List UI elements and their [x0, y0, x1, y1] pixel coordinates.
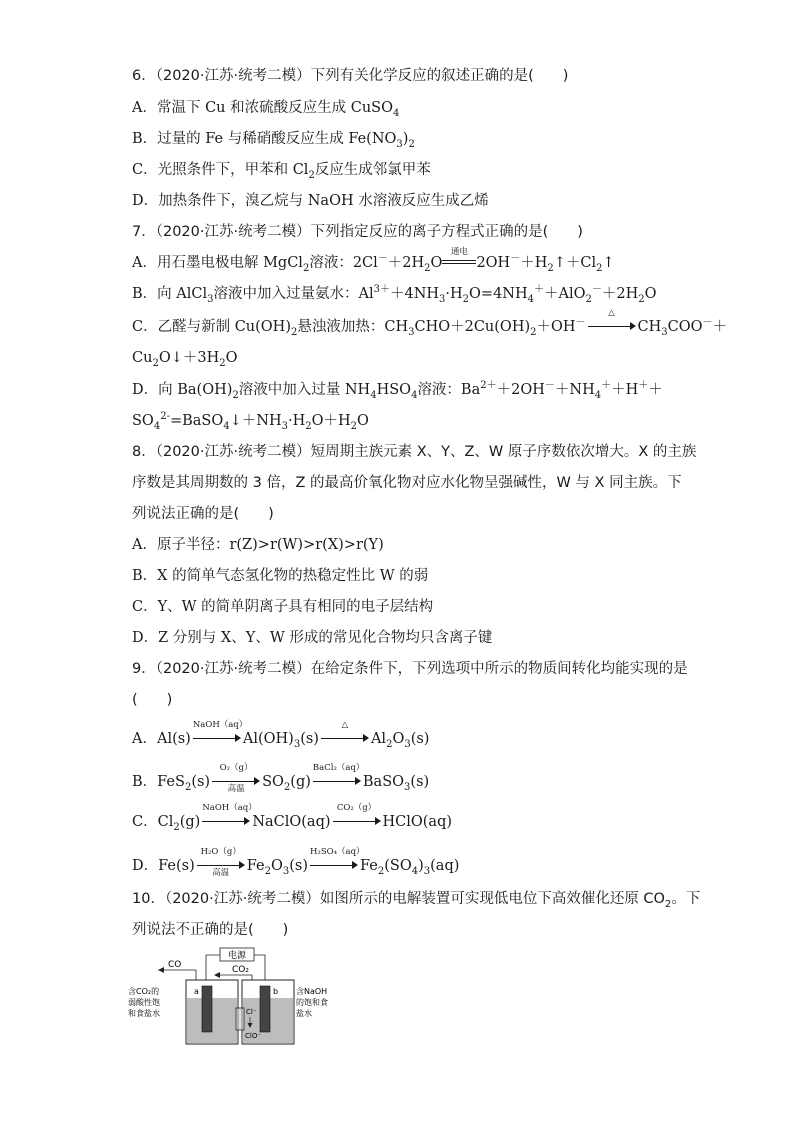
- membrane: [236, 1008, 244, 1030]
- electrode-b: [260, 986, 270, 1032]
- q8-option-d: D．Z 分别与 X、Y、W 形成的常见化合物均只含离子键: [132, 630, 493, 646]
- right-solution-label-2: 的饱和食: [296, 998, 328, 1007]
- q9-option-a: A．Al(s) NaOH（aq） $Al(OH)_3(s)$ △ $Al_2O_3(s)$: [132, 720, 430, 750]
- q8-option-b: B．X 的简单气态氢化物的热稳定性比 W 的弱: [132, 568, 429, 584]
- q8-option-c: C．Y、W 的简单阴离子具有相同的电子层结构: [132, 599, 434, 615]
- q6-option-b: B．过量的 Fe 与稀硝酸反应生成 $Fe(NO_3)_2$: [132, 131, 415, 150]
- q7-option-d-line2: $SO_4^{2-}=BaSO_4↓+NH_3\cdot H_2O+H_2O$: [132, 411, 369, 432]
- q8-stem-line3: 列说法正确的是( ): [132, 506, 274, 522]
- q9-stem-line2: ( ): [132, 692, 173, 708]
- q8-stem-line1: 8．（2020·江苏·统考二模）短周期主族元素 X、Y、Z、W 原子序数依次增大。X 的主族: [132, 444, 697, 460]
- left-solution-label-2: 弱酸性饱: [128, 998, 160, 1007]
- reaction-arrow: CO₂（g）: [333, 812, 381, 828]
- heat-arrow: △: [588, 317, 636, 333]
- reaction-arrow: H₂SO₄（aq）: [310, 856, 358, 872]
- q7-option-b: B．向 AlCl$_3$溶液中加入过量氨水：$Al^{3+}+4NH_3\cdot H_2O=4NH_4^++AlO_2^-+2H_2O$: [132, 284, 657, 305]
- co2-label: CO₂: [232, 965, 249, 975]
- q10-stem-line2: 列说法不正确的是( ): [132, 922, 289, 938]
- cl-ion-label: Cl⁻: [246, 1008, 257, 1016]
- electrolysis-diagram: [128, 946, 348, 1050]
- reaction-arrow: H₂O（g） 高温: [197, 856, 245, 872]
- q10-stem-line1: 10．（2020·江苏·统考二模）如图所示的电解装置可实现低电位下高效催化还原 $CO_2$。下: [132, 891, 701, 910]
- q9-option-b: B．FeS$_2$(s) O₂（g） 高温 $SO_2(g)$ BaCl₂（aq） BaSO$_3$(s): [132, 763, 430, 794]
- right-solution-label-3: 盐水: [296, 1009, 312, 1018]
- q6-option-a: A．常温下 Cu 和浓硫酸反应生成 CuSO$_4$: [132, 100, 400, 119]
- q8-stem-line2: 序数是其周期数的 3 倍，Z 的最高价氧化物对应水化物呈强碱性，W 与 X 同主族。下: [132, 475, 682, 491]
- q9-option-c: C．$Cl_2(g)$ NaOH（aq） NaClO(aq) CO₂（g） HClO(aq): [132, 803, 453, 833]
- q9-stem-line1: 9．（2020·江苏·统考二模）在给定条件下，下列选项中所示的物质间转化均能实现的是: [132, 661, 688, 677]
- co-label: CO: [168, 960, 182, 970]
- electrode-a-label: a: [194, 987, 199, 996]
- electrode-a: [202, 986, 212, 1032]
- q7-option-c-line1: C．乙醛与新制 $Cu(OH)_2$悬浊液加热：$CH_3CHO+2Cu(OH)_2+OH^-$ △ $CH_3COO^-+$: [132, 308, 728, 338]
- q7-option-c-line2: $Cu_2O↓+3H_2O$: [132, 350, 238, 369]
- left-solution-label-3: 和食盐水: [128, 1009, 160, 1018]
- reaction-arrow: NaOH（aq）: [193, 729, 241, 745]
- q6-option-c: C．光照条件下，甲苯和 $Cl_2$反应生成邻氯甲苯: [132, 162, 431, 181]
- reaction-arrow: △: [321, 729, 369, 745]
- reaction-arrow: O₂（g） 高温: [212, 772, 260, 788]
- left-solution-label-1: 含CO₂的: [128, 987, 160, 996]
- q7-stem: 7．（2020·江苏·统考二模）下列指定反应的离子方程式正确的是( ): [132, 224, 583, 240]
- q7-option-d-line1: D．向 $Ba(OH)_2$溶液中加入过量 $NH_4HSO_4$溶液：$Ba^{2+}+2OH^-+NH_4^++H^++$: [132, 380, 663, 401]
- q8-option-a: A．原子半径：r(Z)>r(W)>r(X)>r(Y): [132, 537, 384, 553]
- electrode-b-label: b: [273, 987, 279, 996]
- q6-stem: 6．（2020·江苏·统考二模）下列有关化学反应的叙述正确的是( ): [132, 68, 569, 84]
- clo-ion-label: ClO⁻: [245, 1032, 262, 1040]
- power-label: 电源: [227, 951, 247, 961]
- equals-arrow: 通电: [442, 253, 476, 269]
- q9-option-d: D．Fe(s) H₂O（g） 高温 $Fe_2O_3(s)$ H₂SO₄（aq） $Fe_2(SO_4)_3(aq)$: [132, 847, 460, 878]
- right-solution-label-1: 含NaOH: [296, 987, 328, 996]
- q7-option-a: A．用石墨电极电解 MgCl$_2$溶液：$2Cl^-+2H_2O$ 通电 $2OH^-+H_2↑+Cl_2↑$: [132, 247, 615, 274]
- reaction-arrow: NaOH（aq）: [202, 812, 250, 828]
- reaction-arrow: BaCl₂（aq）: [313, 772, 361, 788]
- q6-option-d: D．加热条件下，溴乙烷与 NaOH 水溶液反应生成乙烯: [132, 193, 489, 209]
